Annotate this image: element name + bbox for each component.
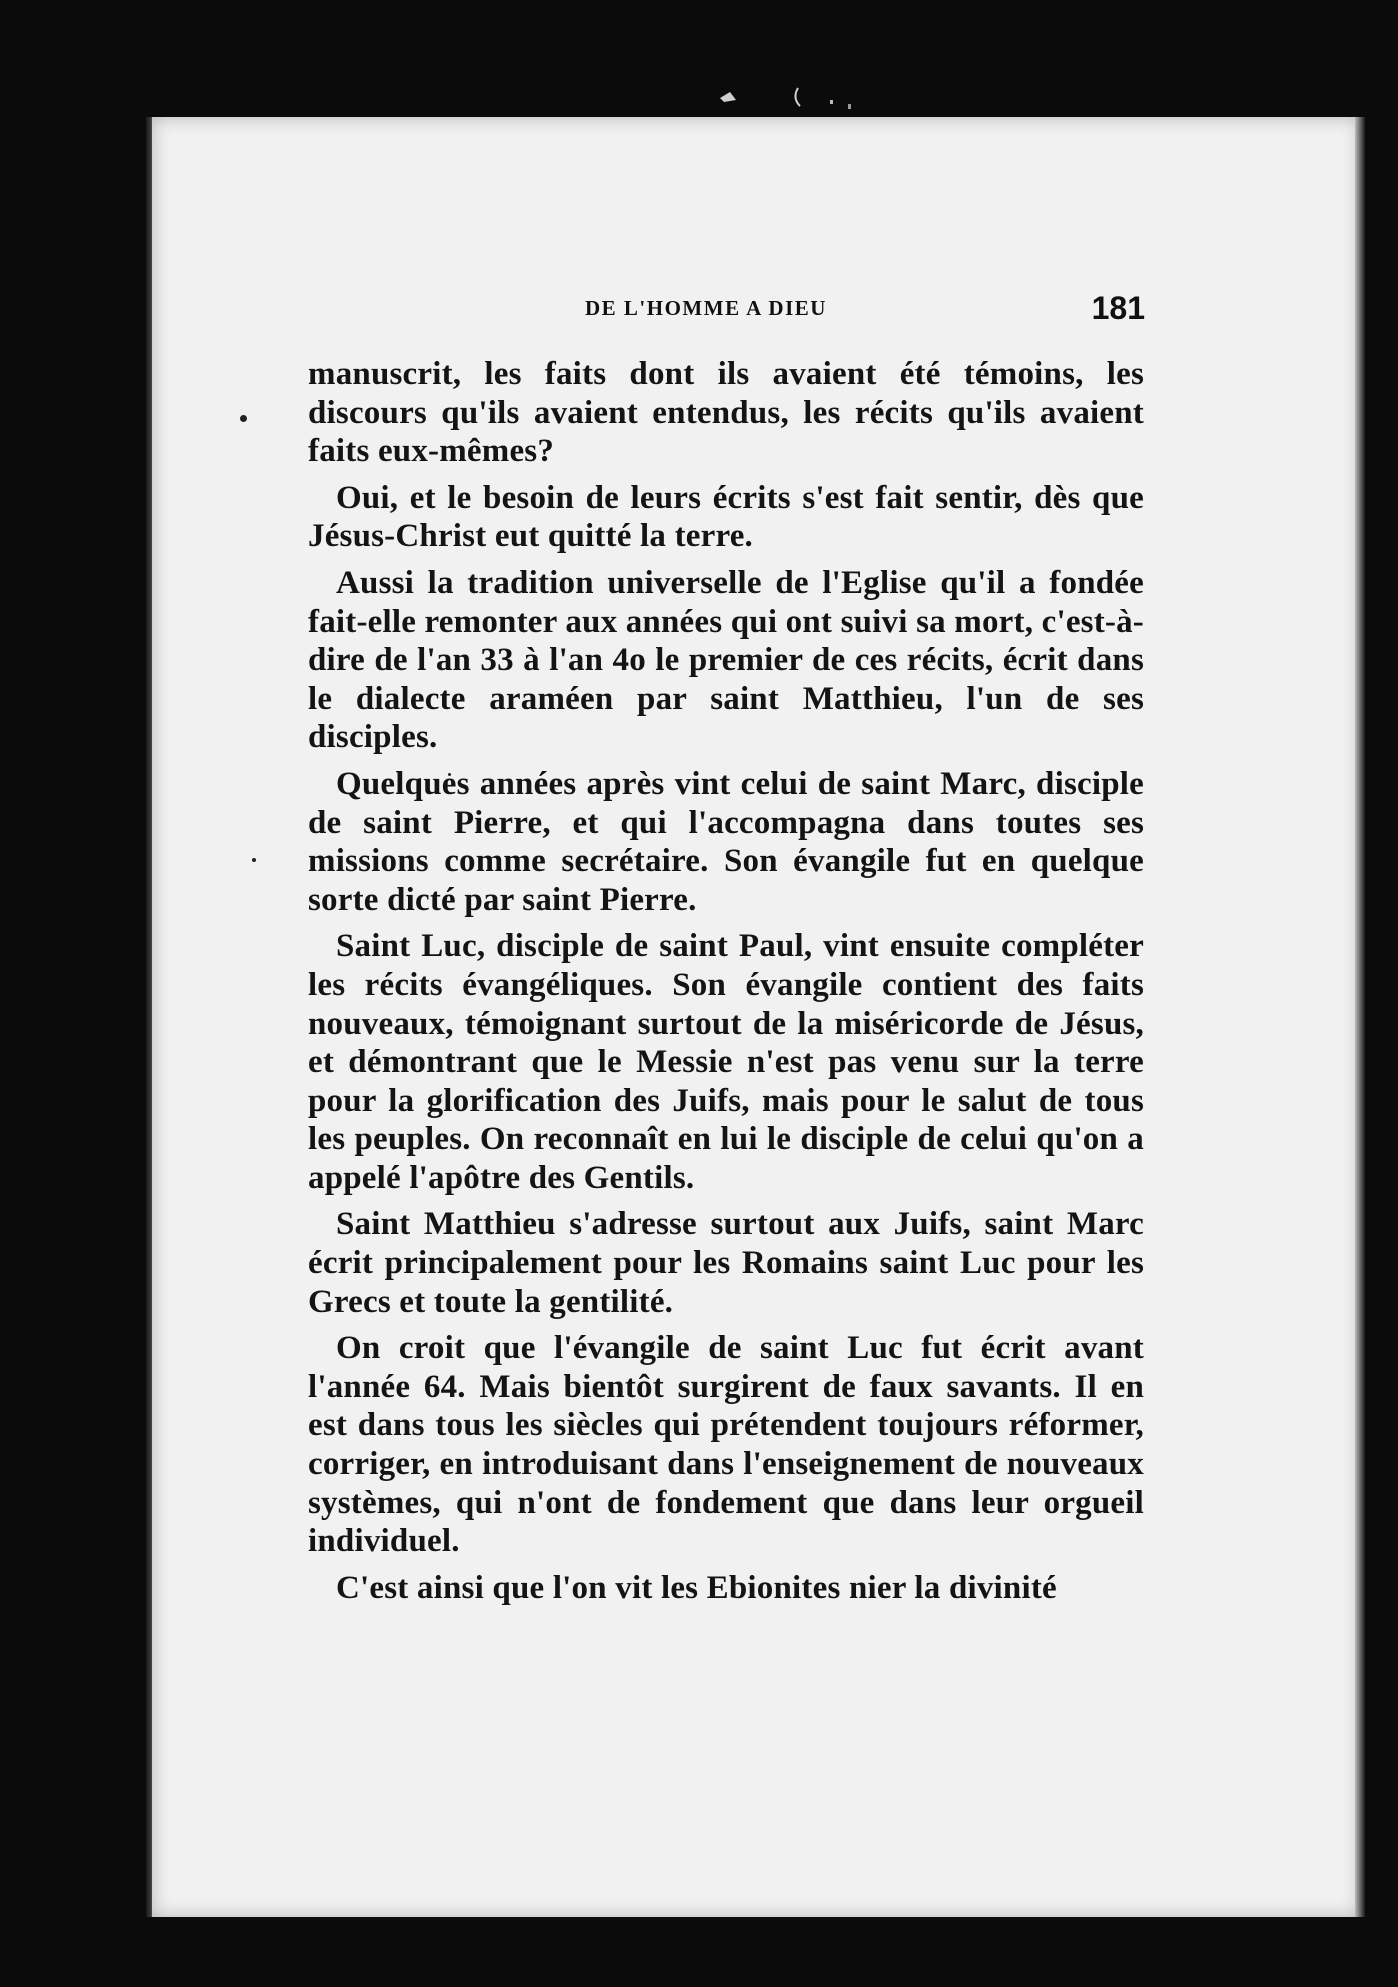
body-text	[308, 355, 1144, 1615]
paragraph: Saint Matthieu s'adresse surtout aux Juifs, saint Marc écrit principalement pour les Romains saint Luc pour les Grecs et toute la gentilité.	[308, 1206, 1144, 1320]
paragraph: Saint Luc, disciple de saint Paul, vint ensuite compléter les récits évangéliques. Son évangile contient des faits nouveaux, témoignant surtout de la miséricorde de Jésus, et démontrant que le Messie n'est pas venu sur la terre pour la glorification des Juifs, mais pour le salut de tous les peuples. On reconnaît en lui le disciple de celui qu'on a appelé l'apôtre des Gentils.	[308, 928, 1144, 1196]
running-head: DE L'HOMME A DIEU	[585, 296, 827, 320]
paragraph: On croit que l'évangile de saint Luc fut écrit avant l'année 64. Mais bientôt surgirent de faux savants. Il en est dans tous les siècles qui prétendent toujours réformer, corriger, en introduisant dans l'enseignement de nouveaux systèmes, qui n'ont de fondement que dans leur orgueil individuel.	[308, 1330, 1144, 1560]
paragraph: manuscrit, les faits dont ils avaient été témoins, les discours qu'ils avaient entendus, les récits qu'ils avaient faits eux-mêmes?	[308, 356, 1144, 470]
page-right-edge	[1355, 117, 1365, 1917]
paragraph: Oui, et le besoin de leurs écrits s'est fait sentir, dès que Jésus-Christ eut quitté la terre.	[308, 479, 1144, 555]
paragraph: Aussi la tradition universelle de l'Eglise qu'il a fondée fait-elle remonter aux années qui ont suivi sa mort, c'est-à-dire de l'an 33 à l'an 4o le premier de ces récits, écrit dans le dialecte araméen par saint Matthieu, l'un de ses disciples.	[308, 564, 1144, 756]
page-header	[585, 290, 1145, 330]
paragraph: C'est ainsi que l'on vit les Ebionites nier la divinité	[336, 1569, 1057, 1606]
page-number: 181	[1091, 290, 1145, 326]
scan-artifact	[680, 80, 900, 110]
paragraph: Quelques années après vint celui de saint Marc, disciple de saint Pierre, et qui l'accompagna dans toutes ses missions comme secrétaire. Son évangile fut en quelque sorte dicté par saint Pierre.	[308, 765, 1144, 918]
